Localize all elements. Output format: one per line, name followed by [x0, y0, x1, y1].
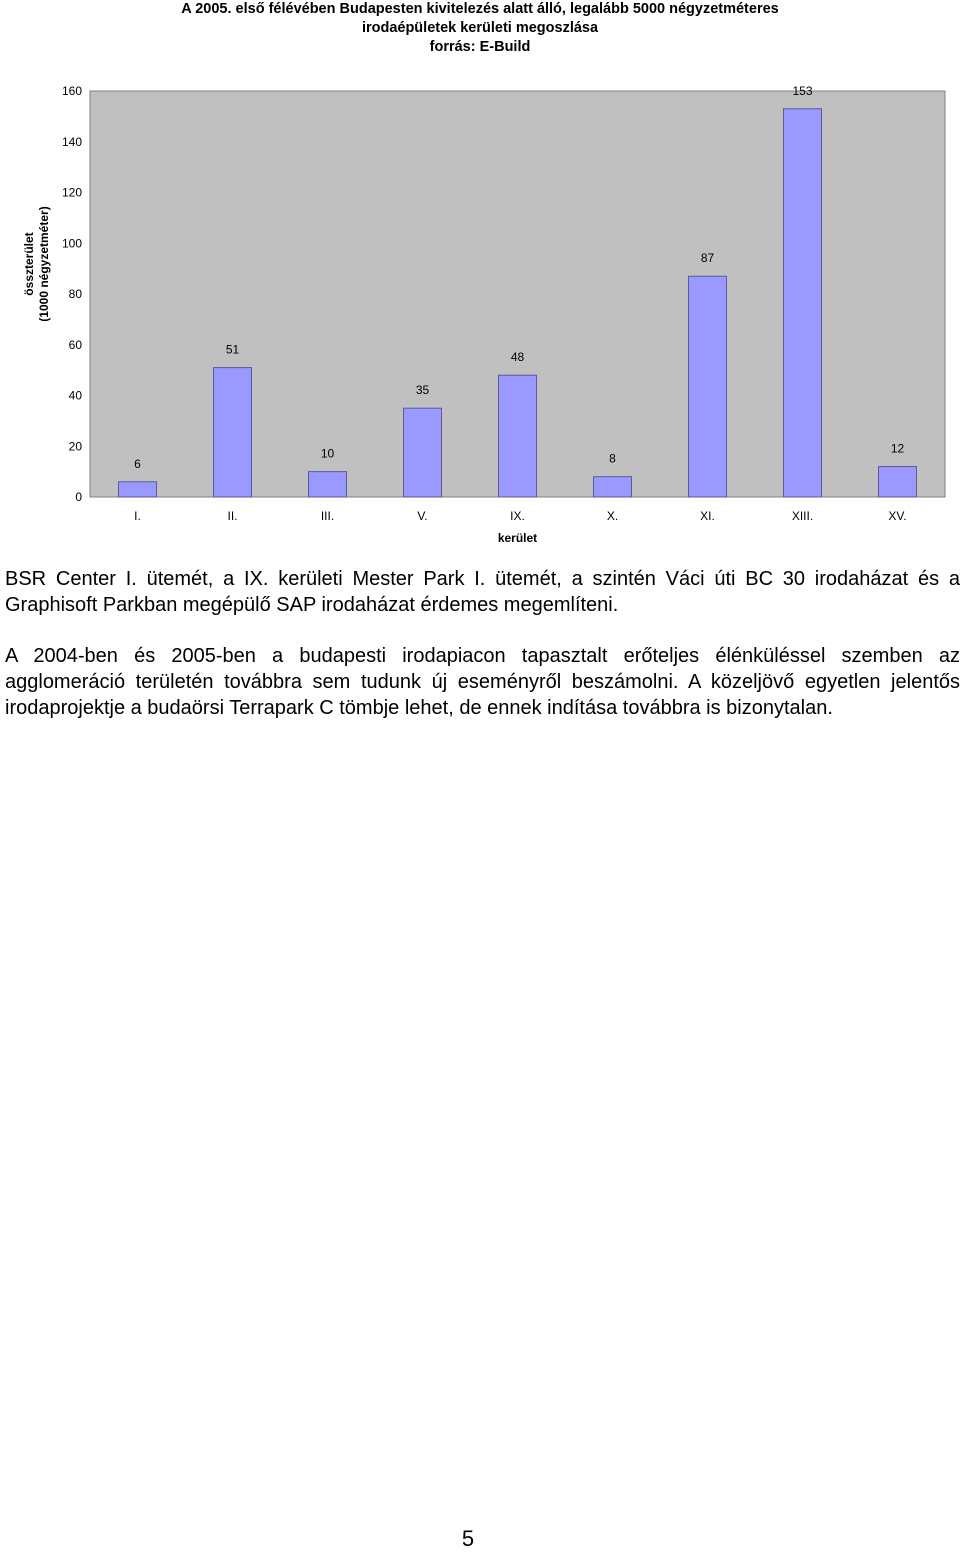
data-label: 8: [609, 451, 616, 466]
chart-title-line-2: irodaépületek kerületi megoszlása: [361, 20, 599, 36]
bar: [594, 477, 632, 497]
x-tick-label: XIII.: [791, 509, 814, 523]
y-tick-label: 140: [61, 134, 82, 149]
y-axis-label: összterület: [22, 232, 36, 296]
y-tick-label: 80: [68, 287, 82, 301]
body-paragraph-2: A 2004-ben és 2005-ben a budapesti irodapiacon tapasztalt erőteljes élénküléssel szemben az agglomeráció területén továbbra sem tudunk új eseményről beszámolni. A közeljövő egyetlen jelentős irodaprojektje a budaörsi Terrapark C tömbje lehet, de ennek indítása továbbra is bizonytalan.: [5, 645, 960, 719]
y-tick-label: 0: [75, 490, 82, 504]
data-label: 51: [225, 342, 240, 357]
page-number: 5: [461, 1526, 475, 1551]
chart-title-line-1: A 2005. első félévében Budapesten kivitelezés alatt álló, legalább 5000 négyzetméteres: [181, 1, 779, 17]
bar: [214, 368, 252, 497]
x-tick-label: IX.: [510, 509, 525, 523]
y-axis-label: (1000 négyzetméter): [37, 206, 51, 322]
chart-title: [0, 0, 960, 57]
bar: [784, 109, 822, 497]
x-axis-label: kerület: [497, 531, 538, 545]
x-tick-label: XI.: [700, 509, 715, 523]
data-label: 6: [134, 456, 141, 471]
data-label: 87: [700, 251, 715, 266]
bar: [689, 276, 727, 497]
body-paragraph-1: BSR Center I. ütemét, a IX. kerületi Mester Park I. ütemét, a szintén Váci úti BC 30 irodaházat és a Graphisoft Parkban megépülő SAP irodaházat érdemes megemlíteni.: [5, 568, 960, 616]
data-label: 12: [890, 441, 905, 456]
bar: [499, 375, 537, 497]
data-label: 10: [320, 446, 335, 461]
bar: [119, 482, 157, 497]
chart-title-line-3: forrás: E-Build: [429, 39, 531, 55]
y-tick-label: 160: [61, 84, 82, 98]
bar: [404, 408, 442, 497]
x-tick-label: XV.: [888, 509, 907, 523]
y-tick-label: 20: [68, 439, 82, 454]
x-tick-label: V.: [417, 509, 428, 523]
y-tick-label: 60: [68, 337, 82, 352]
y-tick-label: 120: [61, 185, 82, 200]
data-label: 153: [792, 83, 813, 98]
bar: [309, 472, 347, 497]
data-label: 48: [510, 350, 525, 365]
bar-chart: [0, 60, 960, 550]
bar: [879, 467, 917, 497]
x-tick-label: I.: [134, 509, 141, 523]
x-tick-label: X.: [606, 509, 619, 523]
x-tick-label: II.: [227, 509, 238, 523]
x-tick-label: III.: [320, 509, 335, 523]
y-tick-label: 100: [61, 236, 82, 251]
data-label: 35: [415, 383, 430, 398]
y-tick-label: 40: [68, 388, 82, 403]
